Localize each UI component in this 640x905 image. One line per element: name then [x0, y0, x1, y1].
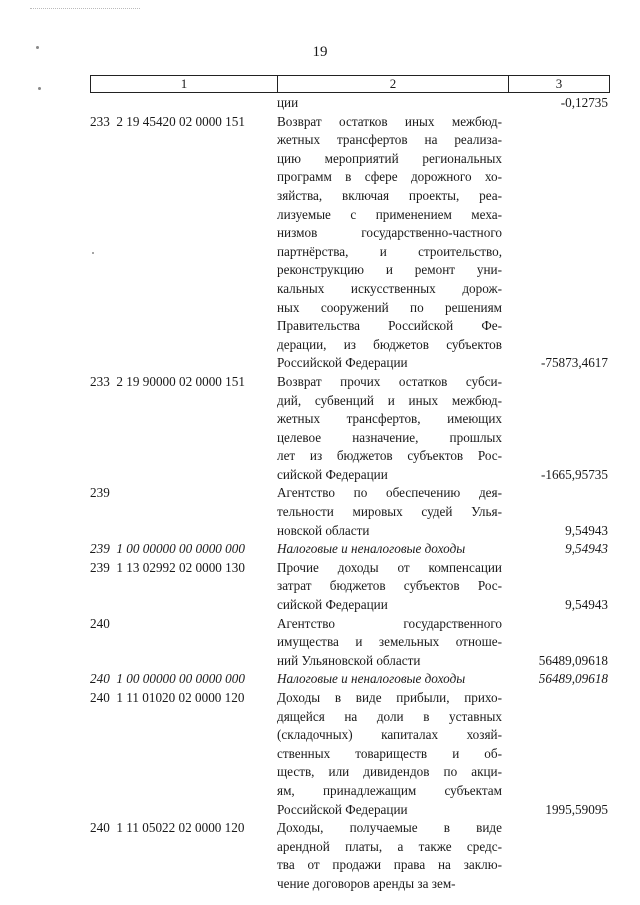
budget-description	[277, 689, 502, 819]
budget-code: 239	[90, 485, 110, 501]
table-row	[0, 559, 640, 615]
description-line: Налоговые и неналоговые доходы	[277, 671, 466, 687]
amount-value: -0,12735	[560, 95, 608, 110]
description-line: тельности мировых судей Улья-	[277, 504, 502, 520]
amount-value: 1995,59095	[545, 801, 608, 817]
amount-value: 9,54943	[565, 541, 608, 557]
scan-edge	[30, 8, 140, 10]
description-line: сийской Федерации	[277, 466, 388, 482]
description-line: новской области	[277, 522, 370, 538]
budget-table-body	[0, 94, 640, 894]
description-line: ных сооружений по решениям	[277, 299, 502, 315]
description-line: ний Ульяновской области	[277, 652, 421, 668]
table-row	[0, 819, 640, 893]
description-line: Возврат прочих остатков субси-	[277, 373, 502, 389]
amount-value: 56489,09618	[538, 652, 608, 668]
description-line: ции	[277, 95, 299, 110]
budget-code: 233 2 19 45420 02 0000 151	[90, 113, 245, 129]
table-row	[0, 484, 640, 540]
description-line: Налоговые и неналоговые доходы	[277, 541, 466, 557]
budget-description	[277, 373, 502, 485]
budget-code: 239 1 13 02992 02 0000 130	[90, 559, 245, 575]
amount-value: 9,54943	[565, 522, 608, 538]
description-line: зяйства, включая проекты, реа-	[277, 187, 502, 203]
description-line: дящейся на доли в уставных	[277, 708, 502, 724]
table-row	[0, 615, 640, 671]
amount-value: 9,54943	[565, 597, 608, 613]
table-row	[0, 689, 640, 819]
description-line: тва от продажи права на заклю-	[277, 857, 502, 873]
budget-description	[277, 484, 502, 540]
description-line: ственных товариществ и об-	[277, 745, 502, 761]
budget-code: 240 1 11 05022 02 0000 120	[90, 820, 245, 836]
budget-description	[277, 819, 502, 893]
description-line: дий, субвенций и иных межбюд-	[277, 392, 502, 408]
description-line: Правительства Российской Фе-	[277, 318, 502, 334]
description-line: кальных искусственных дорож-	[277, 280, 502, 296]
description-line: низмов государственно-частного	[277, 225, 502, 241]
table-row	[0, 540, 640, 559]
column-header-1: 1	[91, 76, 278, 92]
table-row	[0, 670, 640, 689]
description-line: дерации, из бюджетов субъектов	[277, 336, 502, 352]
amount-value: -75873,4617	[540, 355, 608, 371]
amount-value: 56489,09618	[538, 671, 608, 687]
page-number: 19	[312, 44, 328, 60]
table-row	[0, 94, 640, 113]
table-row	[0, 113, 640, 373]
description-line: Возврат остатков иных межбюд-	[277, 113, 502, 129]
description-line: Агентство государственного	[277, 615, 502, 631]
budget-description	[277, 559, 502, 615]
description-line: жетных трансфертов, имеющих	[277, 411, 502, 427]
description-line: Российской Федерации	[277, 801, 408, 817]
description-line: сийской Федерации	[277, 597, 388, 613]
description-line: Агентство по обеспечению дея-	[277, 485, 502, 501]
column-header-row	[90, 75, 610, 93]
budget-description	[277, 540, 502, 559]
description-line: чение договоров аренды за зем-	[277, 875, 456, 891]
column-header-2: 2	[278, 76, 509, 92]
description-line: цию мероприятий региональных	[277, 150, 502, 166]
budget-description	[277, 113, 502, 373]
table-row	[0, 373, 640, 485]
column-header-3: 3	[555, 76, 563, 91]
budget-code: 240	[90, 615, 110, 631]
description-line: ям, принадлежащим субъектам	[277, 782, 502, 798]
budget-description	[277, 94, 502, 113]
amount-value: -1665,95735	[540, 466, 608, 482]
description-line: партнёрства, и строительство,	[277, 243, 502, 259]
description-line: арендной платы, а также средс-	[277, 838, 502, 854]
budget-description	[277, 670, 502, 689]
description-line: реконструкцию и ремонт уни-	[277, 262, 502, 278]
description-line: имущества и земельных отноше-	[277, 634, 502, 650]
description-line: жетных трансфертов на реализа-	[277, 132, 502, 148]
budget-code: 239 1 00 00000 00 0000 000	[90, 541, 245, 557]
description-line: Российской Федерации	[277, 355, 408, 371]
budget-code: 240 1 00 00000 00 0000 000	[90, 671, 245, 687]
description-line: (складочных) капиталах хозяй-	[277, 727, 502, 743]
description-line: затрат бюджетов субъектов Рос-	[277, 578, 502, 594]
description-line: программ в сфере дорожного хо-	[277, 169, 502, 185]
description-line: Доходы, получаемые в виде	[277, 820, 502, 836]
description-line: лет из бюджетов субъектов Рос-	[277, 448, 502, 464]
budget-code: 240 1 11 01020 02 0000 120	[90, 690, 245, 705]
scan-speck	[38, 87, 41, 90]
budget-description	[277, 615, 502, 671]
description-line: лизуемые с применением меха-	[277, 206, 502, 222]
description-line: Прочие доходы от компенсации	[277, 559, 502, 575]
budget-code: 233 2 19 90000 02 0000 151	[90, 373, 245, 389]
description-line: Доходы в виде прибыли, прихо-	[277, 690, 502, 705]
description-line: целевое назначение, прошлых	[277, 429, 502, 445]
description-line: ществ, или дивидендов по акци-	[277, 764, 502, 780]
